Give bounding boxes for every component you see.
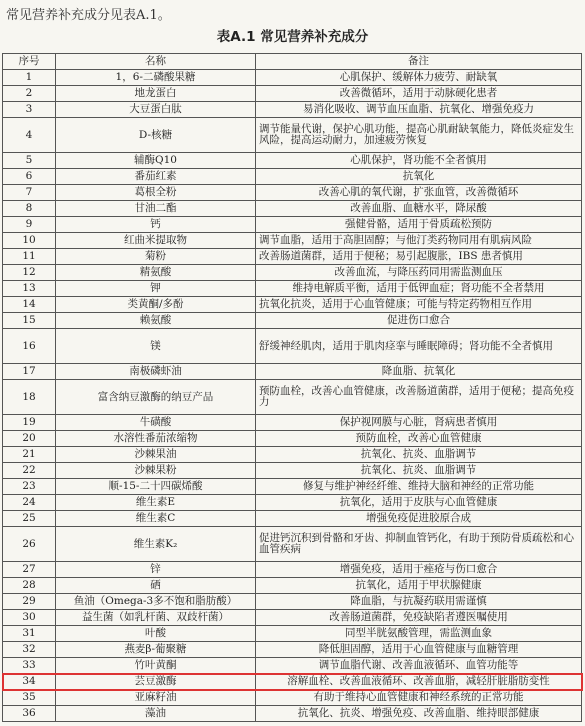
table-row <box>3 674 582 690</box>
row-name: 精氨酸 <box>56 265 256 281</box>
row-note: 调节血脂，适用于高胆固醇；与他汀类药物同用有肌病风险 <box>256 233 582 249</box>
row-name: 藻油 <box>56 706 256 722</box>
row-note: 调节能量代谢，保护心肌功能，提高心肌耐缺氧能力，降低炎症发生风险，提高运动耐力，加速疲劳恢复 <box>256 118 582 153</box>
table-row <box>3 626 582 642</box>
row-number: 33 <box>3 658 56 674</box>
row-note: 强健骨骼，适用于骨质疏松预防 <box>256 217 582 233</box>
table-row <box>3 578 582 594</box>
row-number: 29 <box>3 594 56 610</box>
row-number: 18 <box>3 380 56 415</box>
row-name: 顺-15-二十四碳烯酸 <box>56 479 256 495</box>
row-number: 12 <box>3 265 56 281</box>
row-number: 2 <box>3 86 56 102</box>
row-name: 辅酶Q10 <box>56 153 256 169</box>
row-note: 抗氧化，适用于皮肤与心血管健康 <box>256 495 582 511</box>
row-note: 抗氧化、抗炎、增强免疫、改善血脂、维持眼部健康 <box>256 706 582 722</box>
row-name: 1，6-二磷酸果糖 <box>56 70 256 86</box>
row-note: 改善心肌的氧代谢，扩张血管，改善微循环 <box>256 185 582 201</box>
table-row <box>3 329 582 364</box>
row-number: 22 <box>3 463 56 479</box>
row-number: 16 <box>3 329 56 364</box>
row-number: 15 <box>3 313 56 329</box>
table-row <box>3 233 582 249</box>
row-note: 有助于维持心血管健康和神经系统的正常功能 <box>256 690 582 706</box>
table-row <box>3 265 582 281</box>
table-row <box>3 431 582 447</box>
row-note: 保护视网膜与心脏，肾病患者慎用 <box>256 415 582 431</box>
row-name: 地龙蛋白 <box>56 86 256 102</box>
table-row <box>3 185 582 201</box>
table-row <box>3 706 582 722</box>
row-name: 亚麻籽油 <box>56 690 256 706</box>
row-note: 降低胆固醇，适用于心血管健康与血糖管理 <box>256 642 582 658</box>
row-name: 沙棘果粉 <box>56 463 256 479</box>
table-row <box>3 364 582 380</box>
row-number: 10 <box>3 233 56 249</box>
row-number: 28 <box>3 578 56 594</box>
row-name: 硒 <box>56 578 256 594</box>
table-row <box>3 281 582 297</box>
row-number: 24 <box>3 495 56 511</box>
row-name: 水溶性番茄浓缩物 <box>56 431 256 447</box>
table-row <box>3 658 582 674</box>
table-row <box>3 610 582 626</box>
row-note: 预防血栓，改善心血管健康 <box>256 431 582 447</box>
row-name: 锌 <box>56 562 256 578</box>
row-note: 维持电解质平衡，适用于低钾血症；肾功能不全者禁用 <box>256 281 582 297</box>
row-note: 改善血脂、血糖水平，降尿酸 <box>256 201 582 217</box>
supplement-table <box>2 53 582 722</box>
row-number: 4 <box>3 118 56 153</box>
table-row <box>3 249 582 265</box>
table-row <box>3 447 582 463</box>
row-name: 叶酸 <box>56 626 256 642</box>
table-row <box>3 297 582 313</box>
row-note: 降血脂、抗氧化 <box>256 364 582 380</box>
row-note: 预防血栓，改善心血管健康，改善肠道菌群，适用于便秘；提高免疫力 <box>256 380 582 415</box>
table-row <box>3 495 582 511</box>
row-name: 富含纳豆激酶的纳豆产品 <box>56 380 256 415</box>
row-note: 同型半胱氨酸管理，需监测血象 <box>256 626 582 642</box>
table-title: 表A.1 常见营养补充成分 <box>216 29 369 45</box>
row-note: 增强免疫促进胶原合成 <box>256 511 582 527</box>
row-note: 抗氧化抗炎，适用于心血管健康；可能与特定药物相互作用 <box>256 297 582 313</box>
table-row <box>3 313 582 329</box>
row-number: 36 <box>3 706 56 722</box>
row-number: 30 <box>3 610 56 626</box>
row-note: 促进钙沉积到骨骼和牙齿、抑制血管钙化，有助于预防骨质疏松和心血管疾病 <box>256 527 582 562</box>
row-number: 9 <box>3 217 56 233</box>
row-name: 大豆蛋白肽 <box>56 102 256 118</box>
table-row <box>3 642 582 658</box>
row-note: 抗氧化 <box>256 169 582 185</box>
row-number: 19 <box>3 415 56 431</box>
row-name: 钙 <box>56 217 256 233</box>
row-number: 17 <box>3 364 56 380</box>
row-note: 抗氧化、抗炎、血脂调节 <box>256 463 582 479</box>
table-row <box>3 690 582 706</box>
row-note: 抗氧化、抗炎、血脂调节 <box>256 447 582 463</box>
row-number: 11 <box>3 249 56 265</box>
row-note: 心肌保护，肾功能不全者慎用 <box>256 153 582 169</box>
row-name: 维生素C <box>56 511 256 527</box>
row-number: 3 <box>3 102 56 118</box>
row-number: 5 <box>3 153 56 169</box>
table-row <box>3 153 582 169</box>
row-number: 27 <box>3 562 56 578</box>
row-number: 31 <box>3 626 56 642</box>
row-number: 7 <box>3 185 56 201</box>
row-number: 13 <box>3 281 56 297</box>
table-row <box>3 86 582 102</box>
row-note: 调节血脂代谢、改善血液循环、血管功能等 <box>256 658 582 674</box>
table-row <box>3 118 582 153</box>
row-name: 沙棘果油 <box>56 447 256 463</box>
row-number: 14 <box>3 297 56 313</box>
table-row <box>3 479 582 495</box>
table-row <box>3 463 582 479</box>
table-row <box>3 511 582 527</box>
header-no: 序号 <box>3 54 56 70</box>
table-row <box>3 201 582 217</box>
row-name: 镁 <box>56 329 256 364</box>
row-name: 菊粉 <box>56 249 256 265</box>
row-note: 改善血流，与降压药同用需监测血压 <box>256 265 582 281</box>
table-row <box>3 70 582 86</box>
header-name: 名称 <box>56 54 256 70</box>
row-name: 南极磷虾油 <box>56 364 256 380</box>
row-number: 6 <box>3 169 56 185</box>
table-row <box>3 217 582 233</box>
row-number: 20 <box>3 431 56 447</box>
table-row <box>3 415 582 431</box>
row-name: 鱼油（Omega-3多不饱和脂肪酸） <box>56 594 256 610</box>
row-name: 红曲米提取物 <box>56 233 256 249</box>
row-number: 21 <box>3 447 56 463</box>
row-number: 32 <box>3 642 56 658</box>
row-number: 8 <box>3 201 56 217</box>
row-note: 溶解血栓、改善血液循环、改善血脂，减轻肝脏脂肪变性 <box>256 674 582 690</box>
row-note: 改善肠道菌群，免疫缺陷者遵医嘱使用 <box>256 610 582 626</box>
row-note: 改善肠道菌群，适用于便秘；易引起腹胀，IBS 患者慎用 <box>256 249 582 265</box>
row-name: 类黄酮/多酚 <box>56 297 256 313</box>
row-note: 降血脂，与抗凝药联用需谨慎 <box>256 594 582 610</box>
row-number: 26 <box>3 527 56 562</box>
table-row <box>3 102 582 118</box>
row-name: 赖氨酸 <box>56 313 256 329</box>
table-row <box>3 169 582 185</box>
row-name: 竹叶黄酮 <box>56 658 256 674</box>
row-note: 改善微循环，适用于动脉硬化患者 <box>256 86 582 102</box>
row-number: 35 <box>3 690 56 706</box>
table-row <box>3 562 582 578</box>
row-name: 芸豆激酶 <box>56 674 256 690</box>
row-name: 维生素K₂ <box>56 527 256 562</box>
row-note: 心肌保护、缓解体力疲劳、耐缺氧 <box>256 70 582 86</box>
row-number: 1 <box>3 70 56 86</box>
table-row <box>3 527 582 562</box>
row-note: 抗氧化，适用于甲状腺健康 <box>256 578 582 594</box>
row-number: 25 <box>3 511 56 527</box>
row-name: 甘油二酯 <box>56 201 256 217</box>
row-name: 维生素E <box>56 495 256 511</box>
row-note: 修复与维护神经纤维、维持大脑和神经的正常功能 <box>256 479 582 495</box>
row-name: 益生菌（如乳杆菌、双歧杆菌） <box>56 610 256 626</box>
table-row <box>3 380 582 415</box>
header-note: 备注 <box>256 54 582 70</box>
row-name: 燕麦β-葡聚糖 <box>56 642 256 658</box>
row-name: 钾 <box>56 281 256 297</box>
intro-text: 常见营养补充成分见表A.1。 <box>6 8 171 23</box>
row-name: 葛根全粉 <box>56 185 256 201</box>
row-name: 番茄红素 <box>56 169 256 185</box>
table-header-row <box>3 54 582 70</box>
row-note: 增强免疫，适用于痤疮与伤口愈合 <box>256 562 582 578</box>
table-row <box>3 594 582 610</box>
row-name: 牛磺酸 <box>56 415 256 431</box>
row-name: D-核糖 <box>56 118 256 153</box>
row-number: 23 <box>3 479 56 495</box>
row-note: 舒缓神经肌肉，适用于肌肉痉挛与睡眠障碍；肾功能不全者慎用 <box>256 329 582 364</box>
row-number: 34 <box>3 674 56 690</box>
row-note: 易消化吸收、调节血压血脂、抗氧化、增强免疫力 <box>256 102 582 118</box>
row-note: 促进伤口愈合 <box>256 313 582 329</box>
